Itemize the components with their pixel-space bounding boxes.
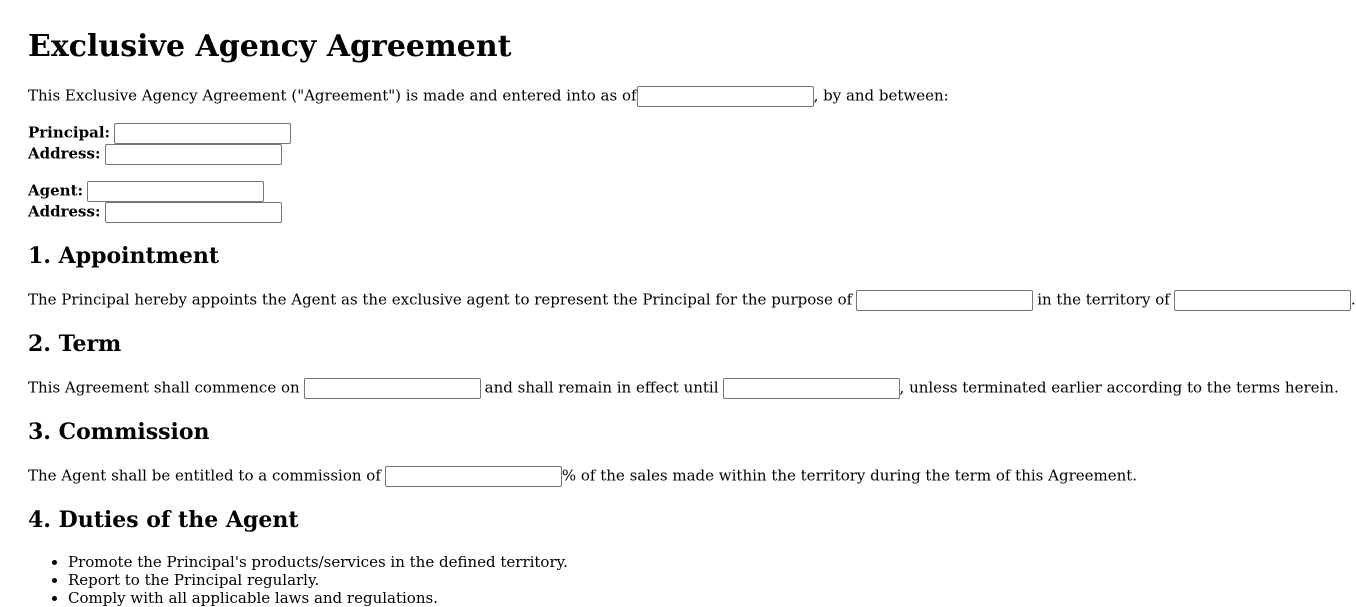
agent-address-row xyxy=(28,202,282,223)
principal-address-input[interactable] xyxy=(105,144,282,165)
section-heading-term: 2. Term xyxy=(28,331,122,357)
commission-text: The Agent shall be entitled to a commission of xyxy=(28,466,381,485)
agent-name-input[interactable] xyxy=(87,181,264,202)
principal-label: Principal: xyxy=(28,123,111,142)
agent-name-row xyxy=(28,181,264,202)
term-paragraph xyxy=(28,378,1339,399)
appointment-text-after: . xyxy=(1350,290,1356,309)
list-item: • Promote the Principal's products/services in the defined territory. xyxy=(68,553,568,571)
principal-name-input[interactable] xyxy=(114,123,291,144)
page-title: Exclusive Agency Agreement xyxy=(28,29,512,64)
section-heading-appointment: 1. Appointment xyxy=(28,243,220,269)
term-text-after: , unless terminated earlier according to the terms herein. xyxy=(899,378,1339,397)
agent-address-input[interactable] xyxy=(105,202,282,223)
agreement-date-input[interactable] xyxy=(637,86,814,107)
agent-address-label: Address: xyxy=(28,202,101,221)
term-text: This Agreement shall commence on xyxy=(28,378,300,397)
principal-address-row xyxy=(28,144,282,165)
intro-text: This Exclusive Agency Agreement ("Agreement") is made and entered into as of xyxy=(28,86,637,105)
principal-name-row xyxy=(28,123,291,144)
duties-list xyxy=(28,553,568,607)
commission-text-after: % of the sales made within the territory during the term of this Agreement. xyxy=(561,466,1138,485)
list-item: • Comply with all applicable laws and regulations. xyxy=(68,589,568,607)
appointment-paragraph xyxy=(28,290,1356,311)
commission-percent-input[interactable] xyxy=(385,466,562,487)
intro-paragraph xyxy=(28,86,949,107)
term-text-middle: and shall remain in effect until xyxy=(484,378,719,397)
section-heading-commission: 3. Commission xyxy=(28,419,210,445)
commission-paragraph xyxy=(28,466,1137,487)
section-heading-duties: 4. Duties of the Agent xyxy=(28,507,299,533)
end-date-input[interactable] xyxy=(723,378,900,399)
intro-text-after: , by and between: xyxy=(813,86,949,105)
appointment-text: The Principal hereby appoints the Agent as the exclusive agent to represent the Principal for the purpose of xyxy=(28,290,853,309)
principal-address-label: Address: xyxy=(28,144,101,163)
agent-label: Agent: xyxy=(28,181,84,200)
purpose-input[interactable] xyxy=(856,290,1033,311)
list-item: • Report to the Principal regularly. xyxy=(68,571,568,589)
appointment-text-middle: in the territory of xyxy=(1037,290,1170,309)
start-date-input[interactable] xyxy=(304,378,481,399)
territory-input[interactable] xyxy=(1174,290,1351,311)
